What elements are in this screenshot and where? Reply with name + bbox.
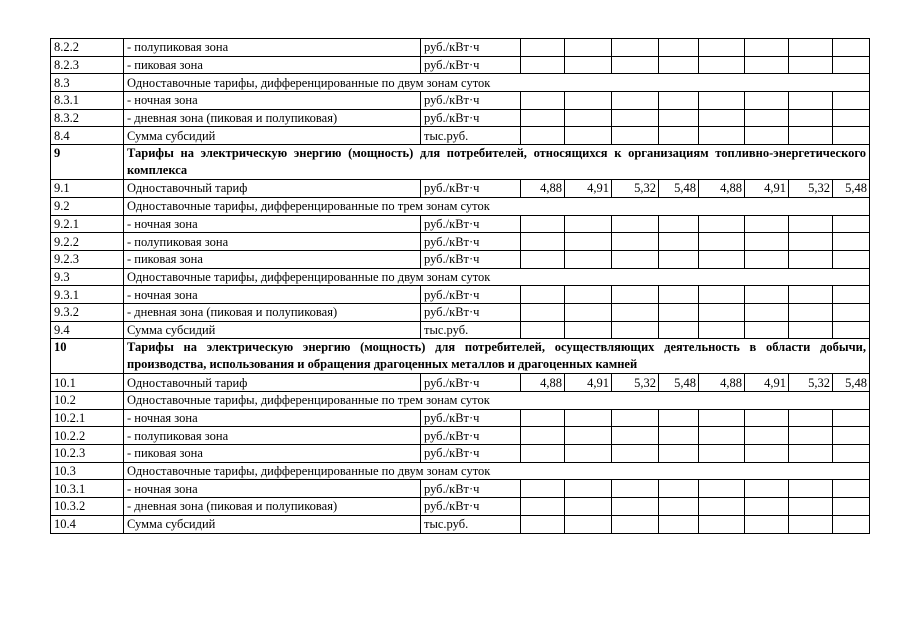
row-name: Сумма субсидий	[124, 515, 421, 533]
value-cell	[521, 92, 565, 110]
table-row	[51, 127, 870, 145]
value-cell	[659, 56, 699, 74]
value-cell	[521, 445, 565, 463]
row-unit: руб./кВт·ч	[421, 56, 521, 74]
value-cell	[565, 39, 612, 57]
value-cell	[565, 445, 612, 463]
value-cell	[612, 233, 659, 251]
value-cell	[612, 127, 659, 145]
value-cell: 5,32	[612, 374, 659, 392]
value-cell	[699, 56, 745, 74]
row-code: 10.2.2	[51, 427, 124, 445]
row-code: 9.4	[51, 321, 124, 339]
table-row	[51, 39, 870, 57]
value-cell	[659, 409, 699, 427]
tariff-table	[50, 38, 870, 534]
row-name: Сумма субсидий	[124, 321, 421, 339]
value-cell	[789, 480, 833, 498]
value-cell	[789, 515, 833, 533]
value-cell	[612, 286, 659, 304]
row-name: - полупиковая зона	[124, 39, 421, 57]
row-code: 10	[51, 339, 124, 374]
value-cell	[521, 286, 565, 304]
value-cell	[745, 480, 789, 498]
value-cell: 5,48	[833, 180, 870, 198]
value-cell	[833, 427, 870, 445]
row-unit: тыс.руб.	[421, 127, 521, 145]
value-cell	[521, 56, 565, 74]
value-cell	[565, 233, 612, 251]
value-cell	[659, 127, 699, 145]
value-cell	[833, 127, 870, 145]
value-cell	[833, 480, 870, 498]
value-cell	[699, 445, 745, 463]
value-cell	[612, 480, 659, 498]
value-cell	[565, 127, 612, 145]
value-cell: 5,32	[612, 180, 659, 198]
value-cell	[699, 515, 745, 533]
group-row	[51, 462, 870, 480]
value-cell	[521, 233, 565, 251]
value-cell	[789, 215, 833, 233]
value-cell	[833, 56, 870, 74]
value-cell	[699, 286, 745, 304]
value-cell: 4,91	[565, 180, 612, 198]
row-unit: руб./кВт·ч	[421, 409, 521, 427]
row-code: 10.4	[51, 515, 124, 533]
value-cell	[789, 445, 833, 463]
row-code: 10.3.2	[51, 498, 124, 516]
value-cell	[833, 321, 870, 339]
table-row	[51, 180, 870, 198]
value-cell	[833, 303, 870, 321]
value-cell	[789, 427, 833, 445]
value-cell	[521, 321, 565, 339]
value-cell	[833, 250, 870, 268]
value-cell	[745, 321, 789, 339]
value-cell	[699, 427, 745, 445]
row-unit: руб./кВт·ч	[421, 498, 521, 516]
value-cell	[659, 445, 699, 463]
row-code: 9.2	[51, 197, 124, 215]
value-cell	[699, 215, 745, 233]
row-code: 10.3.1	[51, 480, 124, 498]
row-name: Одноставочный тариф	[124, 374, 421, 392]
row-code: 10.2.3	[51, 445, 124, 463]
value-cell	[789, 250, 833, 268]
value-cell	[565, 303, 612, 321]
row-name: - пиковая зона	[124, 56, 421, 74]
value-cell	[699, 303, 745, 321]
value-cell	[789, 56, 833, 74]
row-unit: руб./кВт·ч	[421, 250, 521, 268]
value-cell	[789, 321, 833, 339]
row-code: 9.3	[51, 268, 124, 286]
row-code: 8.2.2	[51, 39, 124, 57]
value-cell	[659, 39, 699, 57]
value-cell	[699, 498, 745, 516]
row-code: 10.2.1	[51, 409, 124, 427]
value-cell	[833, 39, 870, 57]
row-name: Одноставочные тарифы, дифференцированные по двум зонам суток	[124, 74, 870, 92]
table-row	[51, 409, 870, 427]
value-cell: 4,88	[699, 180, 745, 198]
row-name: Одноставочные тарифы, дифференцированные по трем зонам суток	[124, 197, 870, 215]
row-name: - дневная зона (пиковая и полупиковая)	[124, 303, 421, 321]
value-cell	[565, 498, 612, 516]
value-cell	[521, 39, 565, 57]
value-cell: 4,88	[521, 180, 565, 198]
value-cell	[699, 92, 745, 110]
row-code: 9.3.1	[51, 286, 124, 304]
row-unit: руб./кВт·ч	[421, 303, 521, 321]
row-code: 9.2.2	[51, 233, 124, 251]
value-cell	[745, 427, 789, 445]
row-unit: тыс.руб.	[421, 321, 521, 339]
value-cell	[745, 515, 789, 533]
row-code: 10.2	[51, 392, 124, 410]
row-code: 10.1	[51, 374, 124, 392]
value-cell: 5,48	[659, 180, 699, 198]
value-cell	[612, 39, 659, 57]
value-cell	[521, 409, 565, 427]
value-cell: 5,48	[833, 374, 870, 392]
table-row	[51, 427, 870, 445]
table-row	[51, 515, 870, 533]
row-name: Сумма субсидий	[124, 127, 421, 145]
value-cell	[745, 92, 789, 110]
row-code: 9	[51, 145, 124, 180]
table-row	[51, 374, 870, 392]
row-unit: руб./кВт·ч	[421, 286, 521, 304]
row-name: - пиковая зона	[124, 250, 421, 268]
value-cell	[659, 286, 699, 304]
row-name: Одноставочные тарифы, дифференцированные по трем зонам суток	[124, 392, 870, 410]
value-cell	[833, 409, 870, 427]
value-cell	[521, 303, 565, 321]
row-unit: руб./кВт·ч	[421, 180, 521, 198]
table-row	[51, 233, 870, 251]
value-cell: 4,91	[565, 374, 612, 392]
row-code: 9.2.1	[51, 215, 124, 233]
row-name: - ночная зона	[124, 215, 421, 233]
row-code: 8.3.2	[51, 109, 124, 127]
value-cell	[612, 445, 659, 463]
value-cell	[659, 303, 699, 321]
value-cell	[565, 215, 612, 233]
row-code: 8.3	[51, 74, 124, 92]
value-cell	[612, 427, 659, 445]
table-row	[51, 303, 870, 321]
value-cell	[745, 303, 789, 321]
value-cell	[789, 39, 833, 57]
row-unit: руб./кВт·ч	[421, 427, 521, 445]
value-cell	[833, 498, 870, 516]
row-name: - дневная зона (пиковая и полупиковая)	[124, 498, 421, 516]
value-cell	[789, 233, 833, 251]
value-cell	[745, 445, 789, 463]
row-unit: руб./кВт·ч	[421, 445, 521, 463]
value-cell	[659, 321, 699, 339]
table-row	[51, 109, 870, 127]
table-row	[51, 286, 870, 304]
value-cell	[745, 233, 789, 251]
value-cell	[789, 498, 833, 516]
value-cell	[745, 127, 789, 145]
row-unit: руб./кВт·ч	[421, 92, 521, 110]
value-cell	[565, 480, 612, 498]
value-cell	[659, 515, 699, 533]
table-row	[51, 92, 870, 110]
value-cell	[565, 515, 612, 533]
row-code: 8.2.3	[51, 56, 124, 74]
value-cell	[789, 303, 833, 321]
section-row	[51, 339, 870, 374]
table-row	[51, 498, 870, 516]
value-cell	[699, 250, 745, 268]
value-cell	[612, 92, 659, 110]
group-row	[51, 392, 870, 410]
value-cell	[789, 92, 833, 110]
value-cell: 5,32	[789, 374, 833, 392]
value-cell	[745, 409, 789, 427]
value-cell	[565, 109, 612, 127]
row-unit: руб./кВт·ч	[421, 233, 521, 251]
row-name: Тарифы на электрическую энергию (мощность) для потребителей, относящихся к организациям топливно-энергетического комплекса	[124, 145, 870, 180]
value-cell	[612, 498, 659, 516]
value-cell	[699, 409, 745, 427]
value-cell	[659, 109, 699, 127]
value-cell	[745, 286, 789, 304]
value-cell	[612, 409, 659, 427]
row-name: Одноставочный тариф	[124, 180, 421, 198]
value-cell	[521, 215, 565, 233]
value-cell: 5,32	[789, 180, 833, 198]
value-cell	[565, 250, 612, 268]
value-cell	[612, 215, 659, 233]
value-cell	[612, 109, 659, 127]
value-cell	[745, 56, 789, 74]
row-code: 8.4	[51, 127, 124, 145]
value-cell	[699, 109, 745, 127]
value-cell	[565, 286, 612, 304]
table-row	[51, 56, 870, 74]
value-cell	[659, 215, 699, 233]
value-cell: 5,48	[659, 374, 699, 392]
table-row	[51, 250, 870, 268]
row-code: 9.2.3	[51, 250, 124, 268]
value-cell	[699, 127, 745, 145]
value-cell	[612, 303, 659, 321]
row-code: 9.3.2	[51, 303, 124, 321]
value-cell	[745, 498, 789, 516]
value-cell	[745, 215, 789, 233]
row-name: - дневная зона (пиковая и полупиковая)	[124, 109, 421, 127]
value-cell	[612, 321, 659, 339]
row-name: Тарифы на электрическую энергию (мощность) для потребителей, осуществляющих деятельность в области добычи, производства, использования и обращения драгоценных металлов и драгоценных камней	[124, 339, 870, 374]
row-name: - ночная зона	[124, 480, 421, 498]
group-row	[51, 268, 870, 286]
table-row	[51, 321, 870, 339]
group-row	[51, 74, 870, 92]
row-code: 10.3	[51, 462, 124, 480]
value-cell	[612, 250, 659, 268]
value-cell	[565, 427, 612, 445]
value-cell	[789, 286, 833, 304]
value-cell: 4,91	[745, 180, 789, 198]
value-cell	[565, 409, 612, 427]
row-name: - пиковая зона	[124, 445, 421, 463]
value-cell	[521, 480, 565, 498]
value-cell	[659, 250, 699, 268]
value-cell	[659, 92, 699, 110]
value-cell	[659, 480, 699, 498]
value-cell	[612, 56, 659, 74]
value-cell	[699, 321, 745, 339]
value-cell	[833, 92, 870, 110]
value-cell	[521, 498, 565, 516]
value-cell	[745, 109, 789, 127]
value-cell	[565, 321, 612, 339]
value-cell	[521, 427, 565, 445]
value-cell	[659, 498, 699, 516]
table-body	[51, 39, 870, 534]
value-cell	[789, 409, 833, 427]
row-name: - ночная зона	[124, 286, 421, 304]
value-cell	[833, 515, 870, 533]
table-row	[51, 215, 870, 233]
value-cell: 4,88	[521, 374, 565, 392]
value-cell	[833, 215, 870, 233]
value-cell	[833, 445, 870, 463]
value-cell: 4,88	[699, 374, 745, 392]
value-cell: 4,91	[745, 374, 789, 392]
value-cell	[833, 109, 870, 127]
value-cell	[833, 286, 870, 304]
row-name: - полупиковая зона	[124, 427, 421, 445]
value-cell	[833, 233, 870, 251]
value-cell	[659, 233, 699, 251]
value-cell	[789, 109, 833, 127]
value-cell	[745, 39, 789, 57]
row-name: Одноставочные тарифы, дифференцированные по двум зонам суток	[124, 268, 870, 286]
row-name: - ночная зона	[124, 409, 421, 427]
row-unit: руб./кВт·ч	[421, 109, 521, 127]
value-cell	[565, 92, 612, 110]
row-name: Одноставочные тарифы, дифференцированные по двум зонам суток	[124, 462, 870, 480]
value-cell	[789, 127, 833, 145]
value-cell	[521, 109, 565, 127]
row-unit: руб./кВт·ч	[421, 480, 521, 498]
value-cell	[521, 250, 565, 268]
value-cell	[699, 39, 745, 57]
row-code: 8.3.1	[51, 92, 124, 110]
value-cell	[699, 480, 745, 498]
section-row	[51, 145, 870, 180]
value-cell	[521, 127, 565, 145]
value-cell	[521, 515, 565, 533]
row-code: 9.1	[51, 180, 124, 198]
row-name: - полупиковая зона	[124, 233, 421, 251]
table-row	[51, 445, 870, 463]
value-cell	[565, 56, 612, 74]
value-cell	[612, 515, 659, 533]
group-row	[51, 197, 870, 215]
row-unit: руб./кВт·ч	[421, 215, 521, 233]
value-cell	[745, 250, 789, 268]
row-name: - ночная зона	[124, 92, 421, 110]
value-cell	[659, 427, 699, 445]
row-unit: тыс.руб.	[421, 515, 521, 533]
table-row	[51, 480, 870, 498]
row-unit: руб./кВт·ч	[421, 374, 521, 392]
row-unit: руб./кВт·ч	[421, 39, 521, 57]
value-cell	[699, 233, 745, 251]
